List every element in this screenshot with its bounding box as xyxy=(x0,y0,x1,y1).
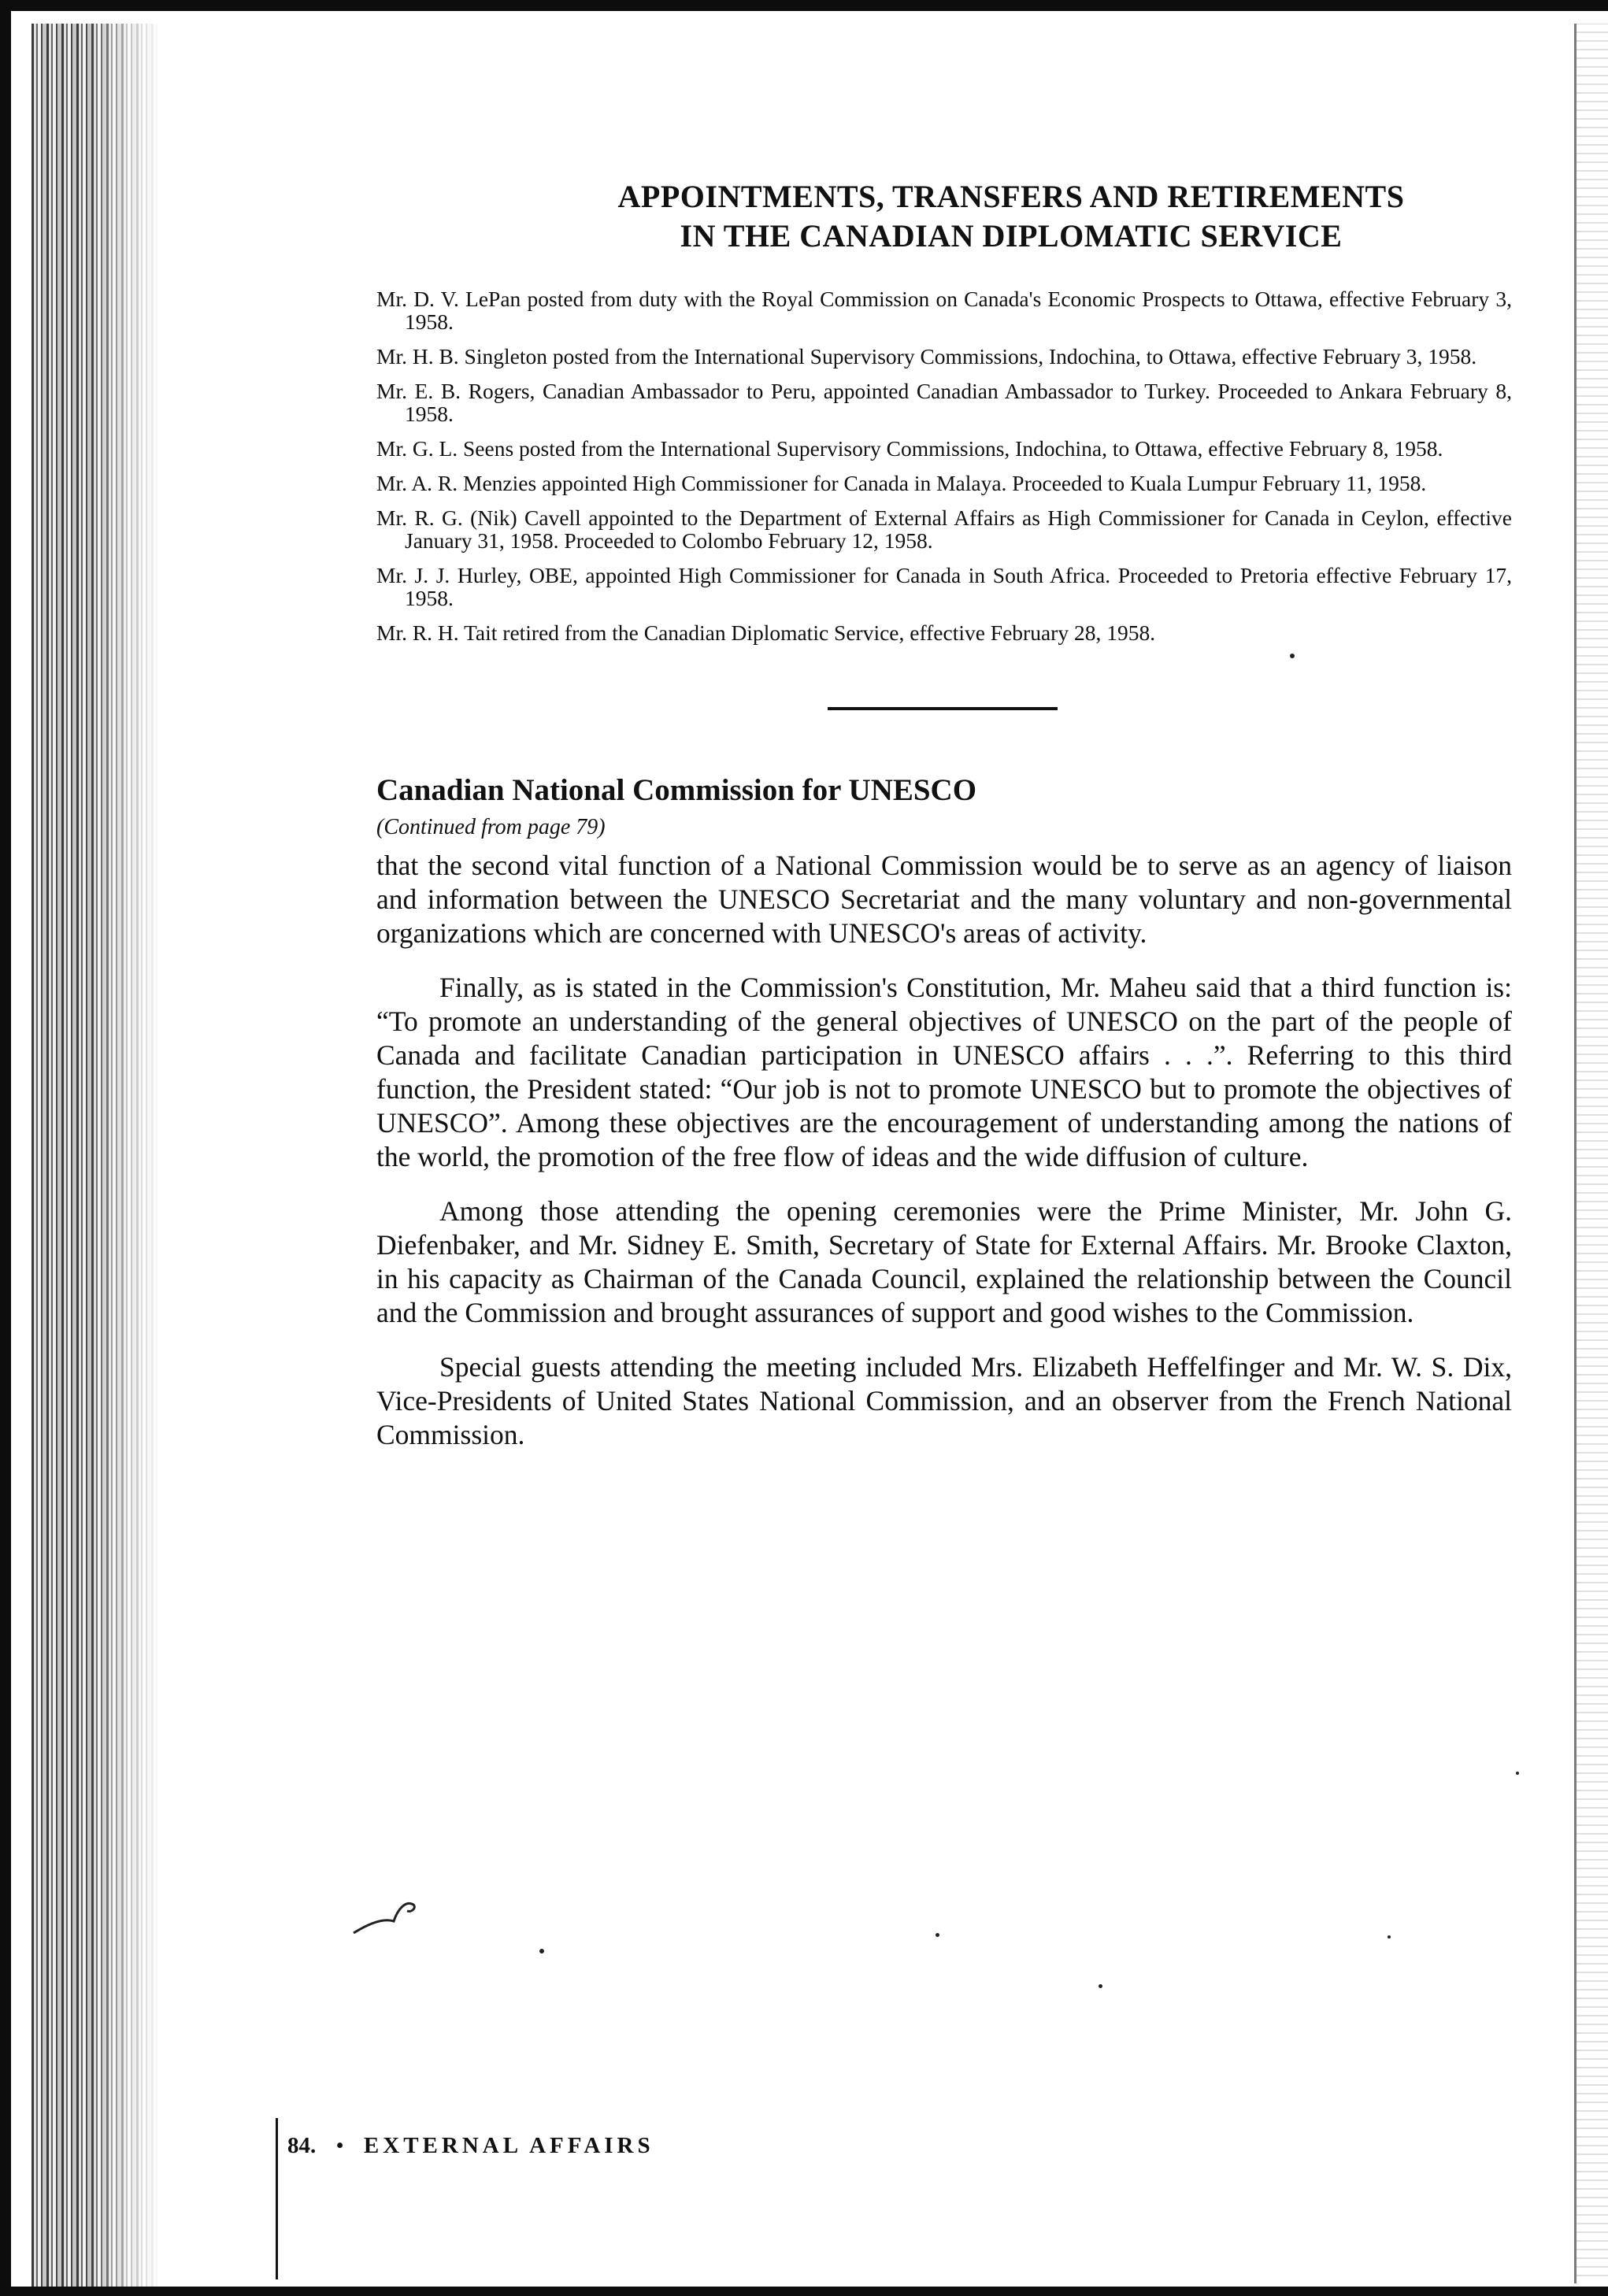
scan-left-border xyxy=(0,0,11,2296)
section-divider xyxy=(828,707,1058,710)
page-title-line-2: IN THE CANADIAN DIPLOMATIC SERVICE xyxy=(680,218,1343,254)
scan-speck xyxy=(1516,1772,1519,1775)
body-paragraph: Finally, as is stated in the Commission's Constitution, Mr. Maheu said that a third function is: “To promote an understanding of the general objectives of UNESCO on the part of the people of Canada and facilitate Canadian participation in UNESCO affairs . . .”. Referring to this third function, the President stated: “Our job is not to promote UNESCO but to promote the objectives of UNESCO”. Among these objectives are the encouragement of understanding among the nations of the world, the promotion of the free flow of ideas and the wide diffusion of culture. xyxy=(376,972,1512,1172)
facing-page-edge xyxy=(1574,24,1608,2283)
appointment-entry: Mr. A. R. Menzies appointed High Commissioner for Canada in Malaya. Proceeded to Kuala Lumpur February 11, 1958. xyxy=(376,471,1427,495)
appointment-entry: Mr. E. B. Rogers, Canadian Ambassador to Peru, appointed Canadian Ambassador to Turkey. Proceeded to Ankara February 8, 1958. xyxy=(376,379,1512,426)
scan-speck xyxy=(1099,1984,1102,1988)
appointment-entry: Mr. H. B. Singleton posted from the International Supervisory Commissions, Indochina, to Ottawa, effective February 3, 1958. xyxy=(376,344,1477,368)
scan-speck xyxy=(1388,1935,1391,1939)
journal-name: EXTERNAL AFFAIRS xyxy=(363,2133,654,2158)
scan-bottom-border xyxy=(0,2287,1608,2296)
scan-speck xyxy=(539,1949,544,1953)
page-content xyxy=(376,177,1512,1472)
appointment-entry: Mr. G. L. Seens posted from the International Supervisory Commissions, Indochina, to Ottawa, effective February 8, 1958. xyxy=(376,436,1443,461)
appointment-entry: Mr. D. V. LePan posted from duty with the Royal Commission on Canada's Economic Prospects to Ottawa, effective February 3, 1958. xyxy=(376,287,1512,334)
body-paragraph: Special guests attending the meeting included Mrs. Elizabeth Heffelfinger and Mr. W. S. Dix, Vice-Presidents of United States National Commission, and an observer from the French National Commission. xyxy=(376,1351,1512,1450)
appointments-list xyxy=(376,287,1512,644)
appointment-entry: Mr. J. J. Hurley, OBE, appointed High Commissioner for Canada in South Africa. Proceeded to Pretoria effective February 17, 1958. xyxy=(376,563,1512,610)
body-paragraph: Among those attending the opening ceremonies were the Prime Minister, Mr. John G. Diefenbaker, and Mr. Sidney E. Smith, Secretary of State for External Affairs. Mr. Brooke Claxton, in his capacity as Chairman of the Canada Council, explained the relationship between the Council and the Commission and brought assurances of support and good wishes to the Commission. xyxy=(376,1195,1512,1328)
page-title-line-1: APPOINTMENTS, TRANSFERS AND RETIREMENTS xyxy=(617,179,1405,214)
footer-margin-rule xyxy=(276,2118,278,2279)
scan-speck xyxy=(936,1933,939,1937)
scan-top-border xyxy=(0,0,1608,11)
page-title xyxy=(376,177,1512,256)
unesco-section-heading: Canadian National Commission for UNESCO xyxy=(376,773,977,807)
page-footer xyxy=(287,2131,654,2160)
page-number: 84. xyxy=(287,2133,317,2158)
footer-separator: • xyxy=(335,2133,344,2158)
pen-squiggle-mark xyxy=(350,1894,445,1941)
continued-note: (Continued from page 79) xyxy=(376,815,606,839)
appointment-entry: Mr. R. G. (Nik) Cavell appointed to the Department of External Affairs as High Commissioner for Canada in Ceylon, effective January 31, 1958. Proceeded to Colombo February 12, 1958. xyxy=(376,505,1512,553)
body-paragraph: that the second vital function of a National Commission would be to serve as an agency of liaison and information between the UNESCO Secretariat and the many voluntary and non-governmental organizations which are concerned with UNESCO's areas of activity. xyxy=(376,850,1512,949)
book-spine-shadow xyxy=(31,24,161,2291)
appointment-entry: Mr. R. H. Tait retired from the Canadian Diplomatic Service, effective February 28, 1958. xyxy=(376,620,1156,645)
